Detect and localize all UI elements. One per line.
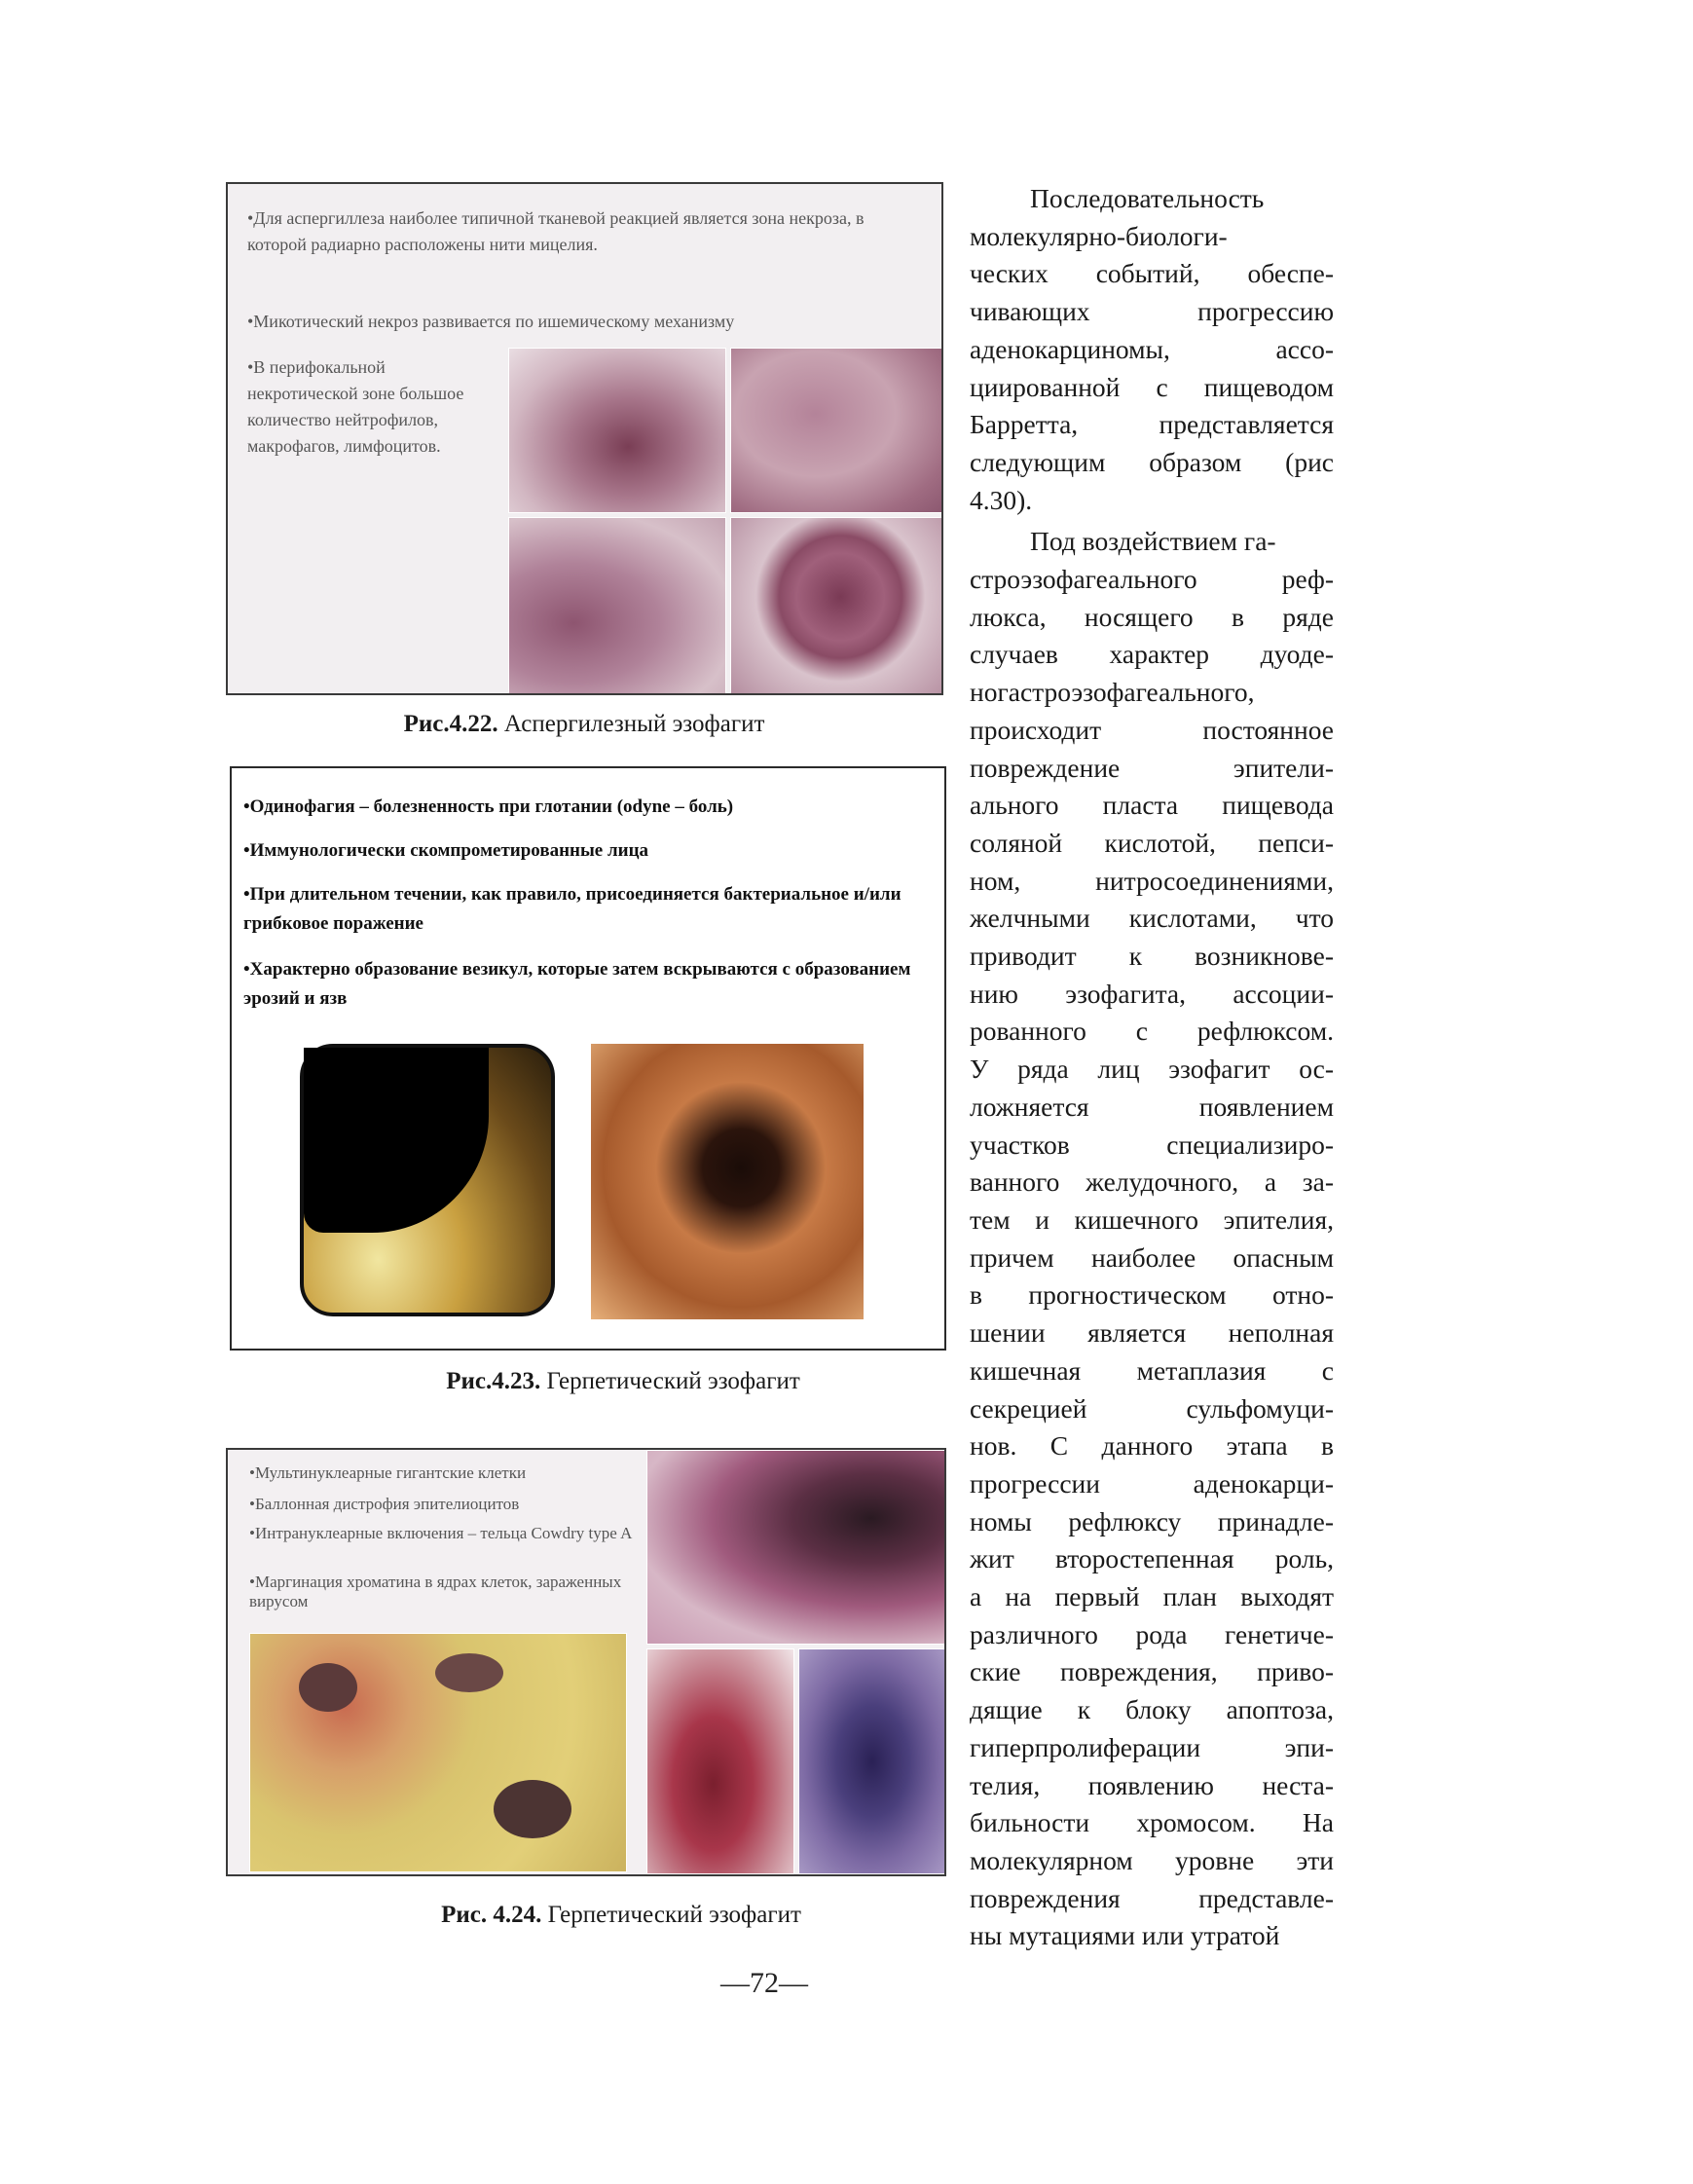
text-line: повреждение эпители- xyxy=(970,752,1334,783)
text-line: прогрессии аденокарци- xyxy=(970,1467,1334,1499)
caption-text: Аспергилезный эзофагит xyxy=(497,711,765,737)
text-line: аденокарциномы, ассо- xyxy=(970,333,1334,364)
text-line: повреждения представле- xyxy=(970,1882,1334,1913)
text-line: ны мутациями или утратой xyxy=(970,1920,1280,1951)
histology-micrograph xyxy=(730,517,942,694)
text-line: происходит постоянное xyxy=(970,714,1334,745)
histology-micrograph xyxy=(646,1450,946,1645)
text-line: а на первый план выходят xyxy=(970,1581,1334,1612)
figure-bullet: •При длительном течении, как правило, присоединяется бактериальное и/или грибковое поражение xyxy=(243,884,902,934)
text-line: бильности хромосом. На xyxy=(970,1807,1334,1838)
text-line: жит второстепенная роль, xyxy=(970,1543,1334,1574)
text-line: ального пласта пищевода xyxy=(970,790,1334,821)
text-line: гиперпролиферации эпи- xyxy=(970,1731,1334,1762)
endoscopy-image xyxy=(591,1044,864,1319)
text-line: приводит к возникнове- xyxy=(970,941,1334,972)
histology-micrograph xyxy=(798,1648,946,1874)
caption-text: Герпетический эзофагит xyxy=(540,1368,800,1394)
text-line: молекулярно-биологи- xyxy=(970,220,1228,251)
text-line: шении является неполная xyxy=(970,1317,1334,1349)
histology-micrograph xyxy=(730,348,942,513)
figure-bullet: •Для аспергиллеза наиболее типичной тканевой реакцией является зона некроза, в которой радиарно расположены нити мицелия. xyxy=(247,208,865,254)
caption-label: Рис.4.23. xyxy=(446,1368,541,1394)
caption-label: Рис. 4.24. xyxy=(441,1902,542,1928)
histology-micrograph xyxy=(646,1648,794,1874)
text-line: телия, появлению неста- xyxy=(970,1769,1334,1800)
text-line: ческих событий, обеспе- xyxy=(970,258,1334,289)
text-line: следующим образом (рис xyxy=(970,446,1334,477)
caption-label: Рис.4.22. xyxy=(403,711,498,737)
text-line: нию эзофагита, ассоции- xyxy=(970,978,1334,1009)
text-line: 4.30). xyxy=(970,484,1033,515)
text-line: ном, нитросоединениями, xyxy=(970,865,1334,896)
figure-bullet: •Одинофагия – болезненность при глотании (odyne – боль) xyxy=(243,796,734,817)
text-line: чивающих прогрессию xyxy=(970,296,1334,327)
caption-text: Герпетический эзофагит xyxy=(541,1902,801,1928)
text-line: секрецией сульфомуци- xyxy=(970,1392,1334,1424)
figure-bullet: •Интрануклеарные включения – тельца Cowdry type A xyxy=(249,1524,633,1542)
figure-bullet: •Характерно образование везикул, которые затем вскрываются с образованием эрозий и язв xyxy=(243,959,911,1009)
cytology-micrograph xyxy=(249,1633,627,1872)
paragraph xyxy=(970,180,1334,519)
text-line: Под воздействием га- xyxy=(1030,526,1276,557)
text-line: номы рефлюксу принадле- xyxy=(970,1505,1334,1536)
text-line: участков специализиро- xyxy=(970,1129,1334,1160)
figure-bullet: •В перифокальной некротической зоне большое количество нейтрофилов, макрофагов, лимфоцитов. xyxy=(247,357,464,456)
text-line: желчными кислотами, что xyxy=(970,903,1334,934)
body-text-column xyxy=(970,180,1334,1955)
text-line: циированной с пищеводом xyxy=(970,371,1334,402)
text-line: люкса, носящего в ряде xyxy=(970,601,1334,632)
text-line: причем наиболее опасным xyxy=(970,1241,1334,1273)
text-line: кишечная метаплазия с xyxy=(970,1354,1334,1386)
text-line: У ряда лиц эзофагит ос- xyxy=(970,1054,1334,1085)
text-line: строэзофагеального реф- xyxy=(970,564,1334,595)
figure-4-22 xyxy=(226,182,943,695)
text-line: ложняется появлением xyxy=(970,1091,1334,1122)
page-number: —72— xyxy=(720,1967,808,1999)
text-line: случаев характер дуоде- xyxy=(970,639,1334,670)
text-line: молекулярном уровне эти xyxy=(970,1844,1334,1875)
text-line: дящие к блоку апоптоза, xyxy=(970,1694,1334,1725)
text-line: в прогностическом отно- xyxy=(970,1279,1334,1311)
text-line: ногастроэзофагеального, xyxy=(970,677,1255,708)
text-line: Последовательность xyxy=(1030,183,1265,213)
figure-bullet: •Мультинуклеарные гигантские клетки xyxy=(249,1463,527,1482)
endoscopy-image xyxy=(300,1044,555,1316)
text-line: рованного с рефлюксом. xyxy=(970,1016,1334,1047)
histology-micrograph xyxy=(508,517,726,694)
figure-bullet: •Микотический некроз развивается по ишемическому механизму xyxy=(247,312,735,331)
text-line: Барретта, представляется xyxy=(970,409,1334,440)
figure-bullet: •Маргинация хроматина в ядрах клеток, зараженных вирусом xyxy=(249,1573,622,1610)
paragraph xyxy=(970,523,1334,1955)
histology-micrograph xyxy=(508,348,726,513)
text-line: ванного желудочного, а за- xyxy=(970,1166,1334,1198)
text-line: тем и кишечного эпителия, xyxy=(970,1203,1334,1235)
text-line: нов. С данного этапа в xyxy=(970,1430,1334,1462)
text-line: ские повреждения, приво- xyxy=(970,1656,1334,1687)
figure-4-23 xyxy=(230,766,946,1351)
figure-bullet: •Баллонная дистрофия эпителиоцитов xyxy=(249,1495,520,1513)
endoscopy-dark-area xyxy=(304,1048,489,1233)
figure-bullet: •Иммунологически скомпрометированные лица xyxy=(243,840,649,861)
figure-4-24 xyxy=(226,1448,946,1876)
text-line: различного рода генетиче- xyxy=(970,1618,1334,1649)
text-line: соляной кислотой, пепси- xyxy=(970,827,1334,858)
